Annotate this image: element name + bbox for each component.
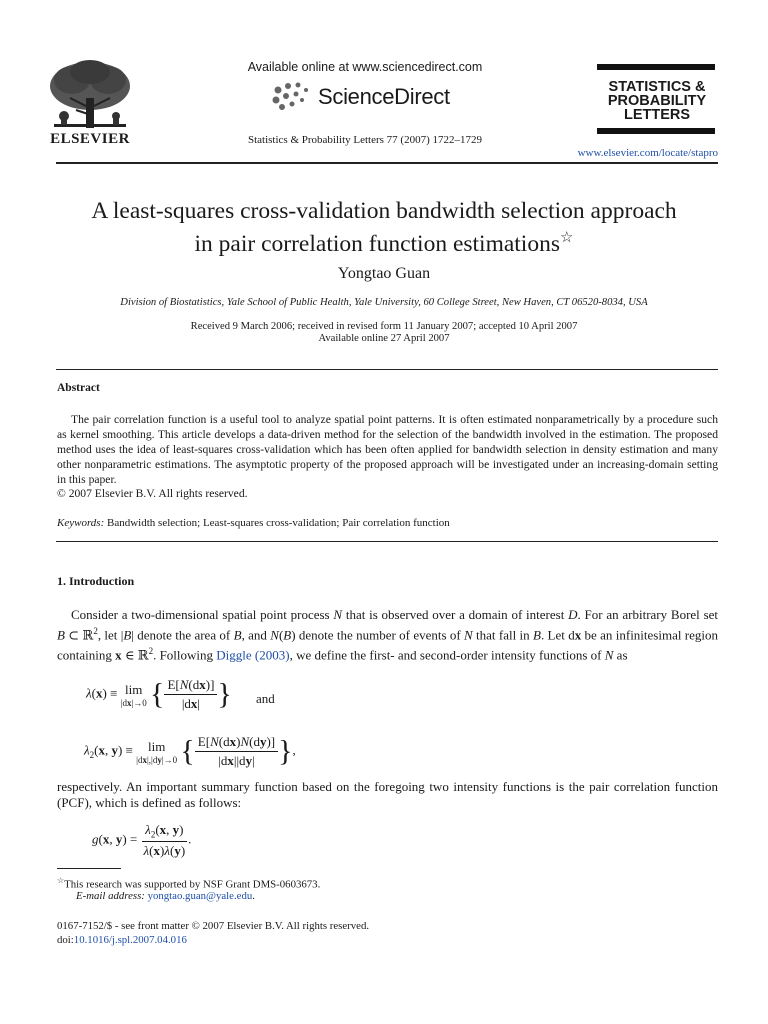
abstract-divider-top (56, 369, 718, 370)
abstract-heading: Abstract (57, 382, 100, 394)
citation-link[interactable]: Diggle (2003) (216, 647, 290, 663)
author-name: Yongtao Guan (337, 265, 431, 282)
equation-first-order-intensity: λ(x) ≡ lim |dx|→0 { $\frac{E[N(dx)]}{|dx|}$ } (86, 677, 232, 711)
intro-paragraph: Consider a two-dimensional spatial point process N that is observed over a domain of interest D. For an arbitrary Borel set B ⊂ ℝ$^2$, let |B| denote the area of B, and N(B) denote the number of events of N that fall in B. Let dx be an infinitesimal region containing x ∈ ℝ$^2$. Following Diggle (2003), we define the first- and second-order intensity functions of N as (57, 607, 719, 663)
star-footnote-icon: ☆ (57, 876, 65, 885)
abstract-divider-bottom (56, 541, 718, 542)
doi-line: doi:10.1016/j.spl.2007.04.016 (57, 934, 187, 946)
journal-logo-line: STATISTICS & (608, 79, 706, 95)
received-dates: Received 9 March 2006; received in revised form 11 January 2007; accepted 10 April 2007 (190, 321, 578, 332)
equation-second-order-intensity: $\lambda_2(x$, y) ≡ lim |dx|,|dy|→0 { $\frac{E[N(dx)N(dy)]}{|dx||dy|}$ }, (84, 734, 296, 768)
funding-footnote: ☆This research was supported by NSF Grant DMS-0603673. (57, 876, 321, 891)
available-online-text: Available online at www.sciencedirect.com (247, 60, 483, 74)
doi-link[interactable]: 10.1016/j.spl.2007.04.016 (73, 934, 187, 946)
title-line: A least-squares cross-validation bandwidth selection approach (91, 198, 677, 224)
keywords (57, 517, 450, 529)
publisher-name: ELSEVIER (50, 131, 130, 147)
section-heading: 1. Introduction (57, 574, 135, 588)
abstract-text: The pair correlation function is a useful tool to analyze spatial point patterns. It is often estimated nonparametrically by a procedure such as kernel smoothing. This article develops a data-driven method for the selection of the bandwidth involved in the estimation. The proposed method uses the idea of least-squares cross-validation which has been often applied for bandwidth selection in density estimation and many other nonparametric estimations. The asymptotic property of the proposed approach will be investigated under an increasing-domain setting in this paper. (57, 413, 718, 486)
sciencedirect-wordmark: ScienceDirect (318, 84, 450, 109)
journal-url-link[interactable]: www.elsevier.com/locate/stapro (577, 147, 718, 159)
abstract-copyright: © 2007 Elsevier B.V. All rights reserved. (57, 487, 248, 500)
journal-logo-bar-top (597, 64, 715, 70)
available-online-date: Available online 27 April 2007 (318, 333, 450, 344)
equation-connector: and (256, 691, 275, 706)
pcf-paragraph: respectively. An important summary function based on the foregoing two intensity functions is the pair correlation function (PCF), which is defined as follows: (57, 779, 718, 810)
journal-logo-bar-bottom (597, 128, 715, 134)
email-link[interactable]: yongtao.guan@yale.edu (147, 890, 253, 902)
article-title (40, 198, 728, 258)
journal-logo (597, 80, 717, 122)
email-footnote: E-mail address: yongtao.guan@yale.edu. (76, 890, 255, 902)
footnote-divider (57, 868, 121, 869)
title-line: in pair correlation function estimations☆ (194, 230, 574, 257)
equation-pair-correlation: g(x, y) = $\frac{\lambda_2(x, y)}{\lambda(x)\lambda(y)}$ . (92, 822, 192, 858)
keywords-list: Bandwidth selection; Least-squares cross-validation; Pair correlation function (107, 517, 450, 529)
issn-line: 0167-7152/$ - see front matter © 2007 Elsevier B.V. All rights reserved. (57, 920, 370, 932)
journal-logo-line: LETTERS (623, 107, 691, 123)
star-footnote-icon[interactable]: ☆ (560, 230, 574, 246)
keywords-label: Keywords: (57, 517, 105, 529)
author-affiliation: Division of Biostatistics, Yale School of Public Health, Yale University, 60 College Street, New Haven, CT 06520-8034, USA (120, 297, 648, 308)
header-divider (56, 162, 718, 164)
journal-logo-line: PROBABILITY (607, 93, 707, 109)
journal-citation: Statistics & Probability Letters 77 (2007) 1722–1729 (247, 134, 483, 146)
